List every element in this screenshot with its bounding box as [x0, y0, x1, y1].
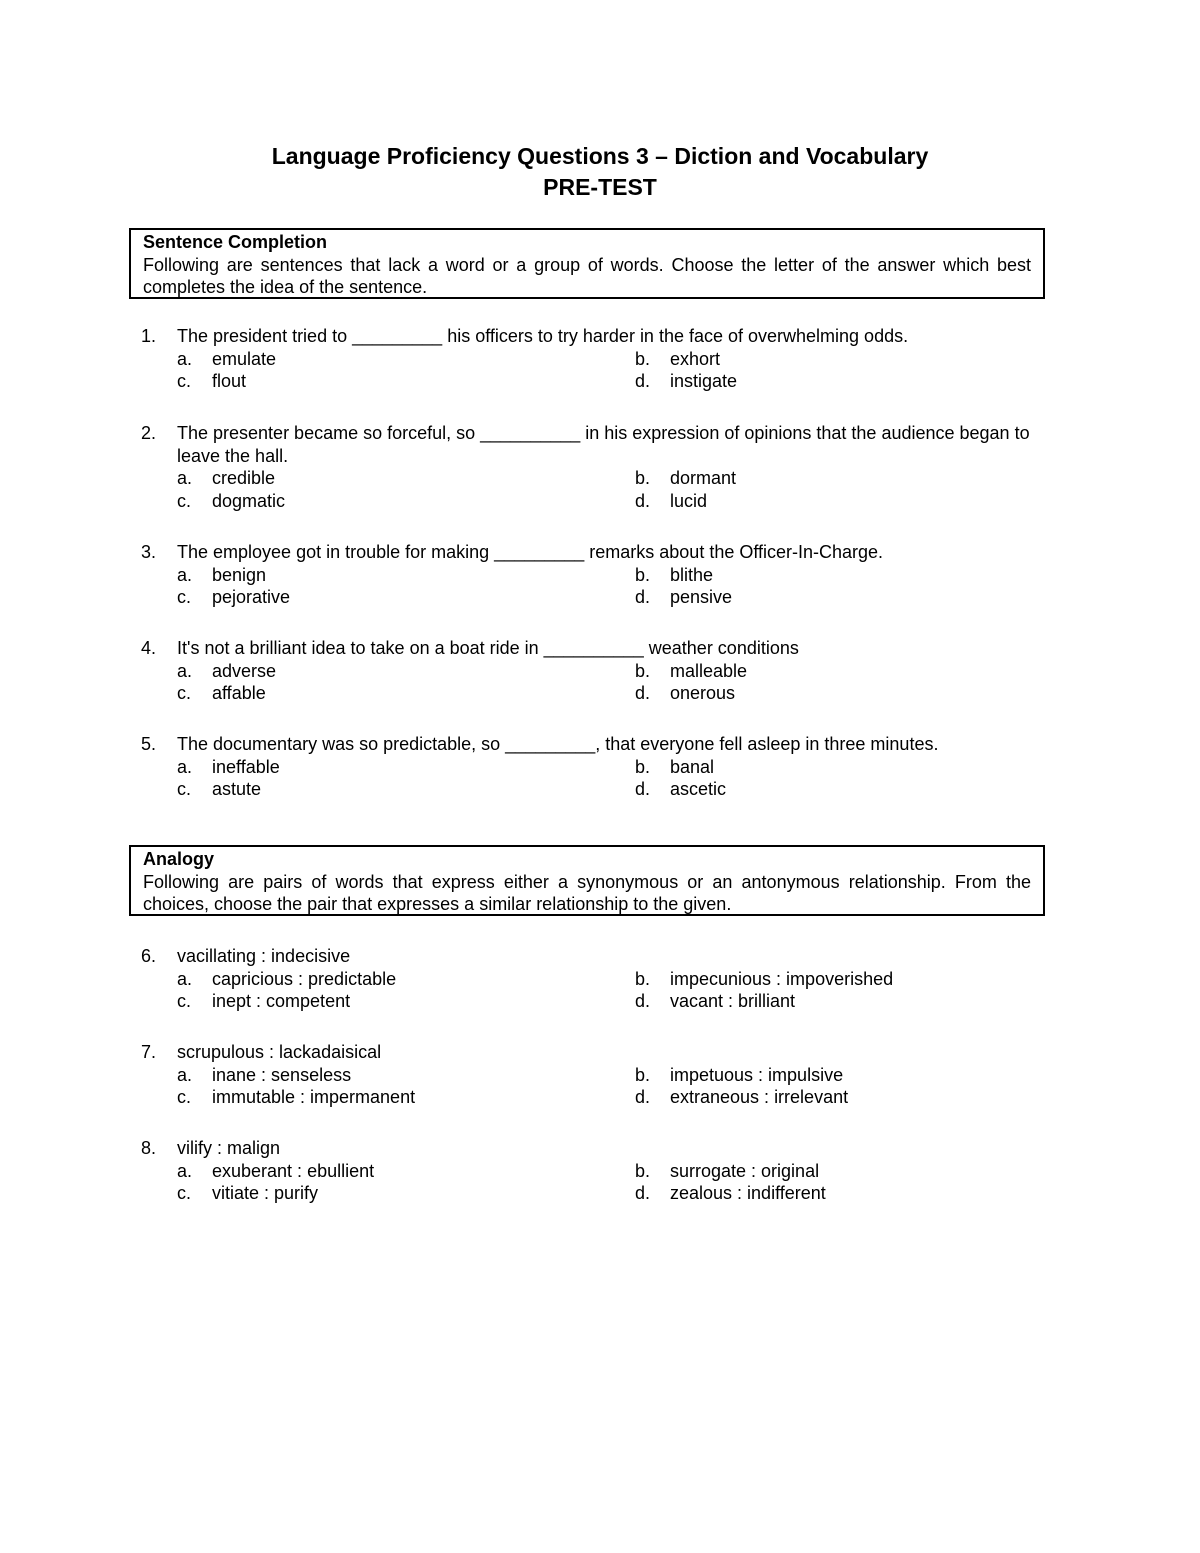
option-b: b. impecunious : impoverished	[635, 968, 894, 989]
option-c: c. astute	[177, 779, 262, 799]
section-instructions-box	[129, 845, 1045, 916]
option-c: c. affable	[177, 683, 266, 703]
section-heading: Sentence Completion	[143, 232, 328, 252]
option-c: c. pejorative	[177, 587, 291, 607]
question-stem: The documentary was so predictable, so _________, that everyone fell asleep in three minutes.	[177, 734, 939, 754]
option-d: d. vacant : brilliant	[635, 991, 796, 1011]
option-a: a. benign	[177, 564, 267, 585]
question	[141, 541, 1041, 609]
question-stem: The presenter became so forceful, so __________ in his expression of opinions that the audience began to leave the hall.	[177, 423, 1030, 466]
option-c: c. vitiate : purify	[177, 1183, 319, 1203]
question-number: 3.	[141, 542, 157, 562]
option-a: a. exuberant : ebullient	[177, 1160, 375, 1181]
question-stem: vacillating : indecisive	[177, 946, 351, 966]
section-instructions-box	[129, 228, 1045, 299]
question	[141, 325, 1041, 393]
option-d: d. instigate	[635, 371, 738, 391]
question-number: 8.	[141, 1138, 157, 1158]
question	[141, 637, 1041, 705]
option-c: c. dogmatic	[177, 490, 286, 511]
option-d: d. lucid	[635, 490, 708, 511]
option-a: a. credible	[177, 468, 276, 488]
option-d: d. ascetic	[635, 779, 727, 799]
option-b: b. blithe	[635, 564, 714, 585]
page-title: Language Proficiency Questions 3 – Diction and Vocabulary	[271, 143, 929, 169]
section-instructions: Following are sentences that lack a word or a group of words. Choose the letter of the answer which best completes the idea of the sentence.	[143, 254, 1031, 297]
question-stem: The president tried to _________ his officers to try harder in the face of overwhelming odds.	[177, 326, 909, 346]
page-subtitle: PRE-TEST	[543, 174, 657, 200]
option-d: d. onerous	[635, 683, 736, 703]
option-a: a. ineffable	[177, 756, 280, 777]
question-stem: scrupulous : lackadaisical	[177, 1042, 382, 1062]
question	[141, 1137, 1041, 1205]
question	[141, 1041, 1041, 1109]
question	[141, 733, 1041, 801]
option-a: a. emulate	[177, 348, 277, 369]
section-instructions: Following are pairs of words that express either a synonymous or an antonymous relationship. From the choices, choose the pair that expresses a similar relationship to the given.	[143, 871, 1031, 914]
question	[141, 945, 1041, 1013]
option-b: b. impetuous : impulsive	[635, 1064, 844, 1085]
option-c: c. flout	[177, 371, 247, 391]
option-d: d. zealous : indifferent	[635, 1183, 826, 1203]
question	[141, 422, 1041, 512]
option-b: b. surrogate : original	[635, 1160, 820, 1181]
option-b: b. banal	[635, 756, 715, 777]
option-a: a. capricious : predictable	[177, 968, 397, 989]
option-d: d. pensive	[635, 587, 733, 607]
option-c: c. inept : competent	[177, 991, 351, 1011]
option-b: b. dormant	[635, 468, 737, 488]
option-b: b. exhort	[635, 348, 721, 369]
option-a: a. adverse	[177, 660, 277, 681]
question-number: 7.	[141, 1042, 157, 1062]
question-stem: It's not a brilliant idea to take on a boat ride in __________ weather conditions	[177, 638, 799, 658]
question-number: 4.	[141, 638, 157, 658]
option-b: b. malleable	[635, 660, 748, 681]
section-heading: Analogy	[143, 849, 215, 869]
question-stem: The employee got in trouble for making _________ remarks about the Officer-In-Charge.	[177, 542, 884, 562]
question-number: 1.	[141, 326, 157, 346]
question-number: 5.	[141, 734, 157, 754]
option-d: d. extraneous : irrelevant	[635, 1087, 849, 1107]
option-c: c. immutable : impermanent	[177, 1087, 416, 1107]
question-stem: vilify : malign	[177, 1138, 281, 1158]
question-number: 2.	[141, 423, 157, 443]
question-number: 6.	[141, 946, 157, 966]
option-a: a. inane : senseless	[177, 1064, 352, 1085]
